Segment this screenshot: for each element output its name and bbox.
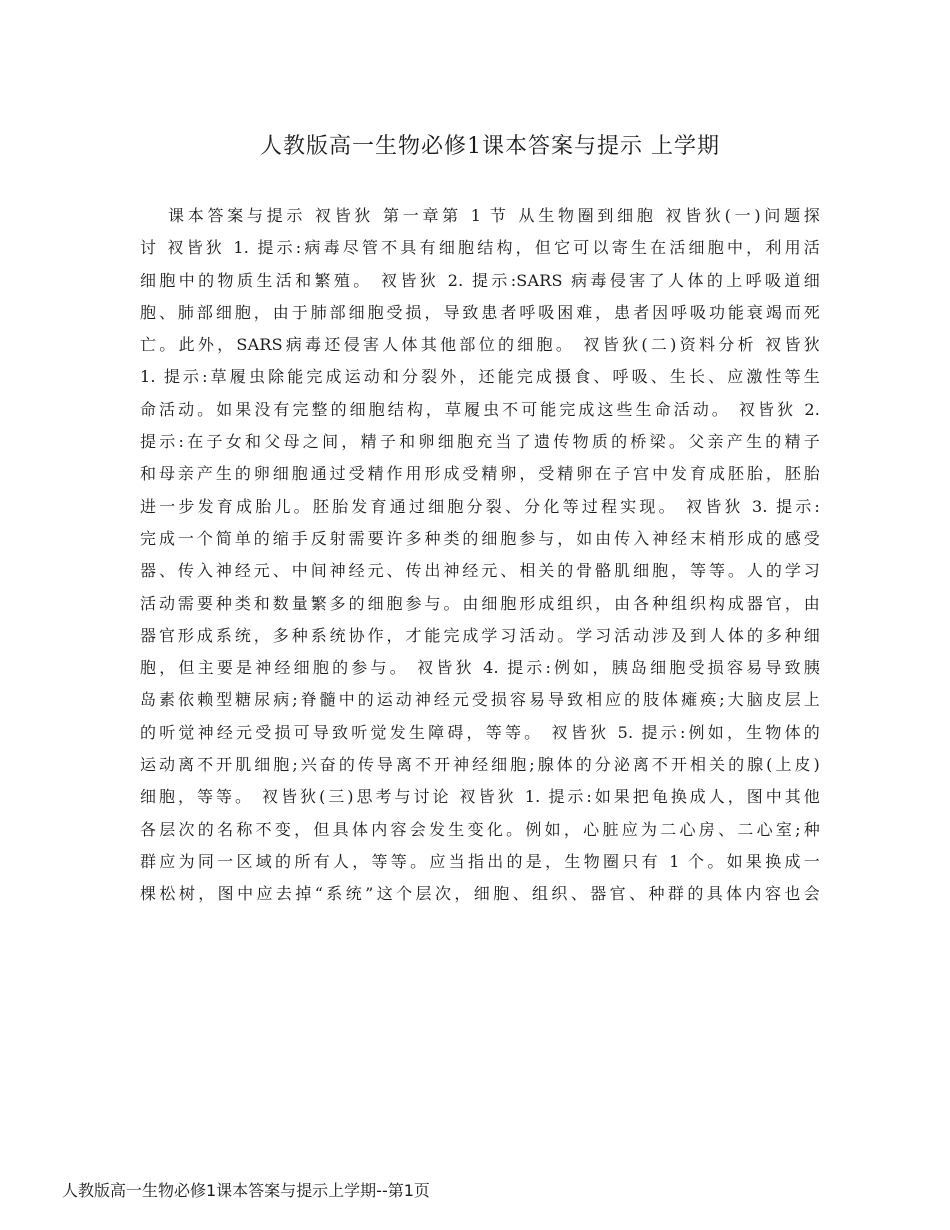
- paragraph-line: 讨 衩皆狄 1. 提示:病毒尽管不具有细胞结构，但它可以寄生在活细胞中，利用活: [140, 238, 820, 258]
- paragraph-line: 提示:在子女和父母之间，精子和卵细胞充当了遗传物质的桥梁。父亲产生的精子: [140, 432, 820, 452]
- paragraph-line: 细胞中的物质生活和繁殖。 衩皆狄 2. 提示:SARS 病毒侵害了人体的上呼吸道细: [140, 270, 820, 290]
- paragraph-line: 进一步发育成胎儿。胚胎发育通过细胞分裂、分化等过程实现。 衩皆狄 3. 提示:: [140, 496, 820, 516]
- paragraph-line: 的听觉神经元受损可导致听觉发生障碍，等等。 衩皆狄 5. 提示:例如，生物体的: [140, 722, 820, 742]
- paragraph-line: 课本答案与提示 衩皆狄 第一章第 1 节 从生物圈到细胞 衩皆狄(一)问题探: [168, 206, 820, 225]
- paragraph-line: 1. 提示:草履虫除能完成运动和分裂外，还能完成摄食、呼吸、生长、应激性等生: [140, 367, 820, 387]
- paragraph-line: 运动离不开肌细胞;兴奋的传导离不开神经细胞;腺体的分泌离不开相关的腺(上皮): [140, 755, 820, 775]
- paragraph-line: 和母亲产生的卵细胞通过受精作用形成受精卵，受精卵在子宫中发育成胚胎，胚胎: [140, 464, 820, 484]
- paragraph-line: 各层次的名称不变，但具体内容会发生变化。例如，心脏应为二心房、二心室;种: [140, 819, 820, 839]
- paragraph-line: 亡。此外，SARS病毒还侵害人体其他部位的细胞。 衩皆狄(二)资料分析 衩皆狄: [140, 335, 820, 355]
- paragraph-line: 细胞，等等。 衩皆狄(三)思考与讨论 衩皆狄 1. 提示:如果把龟换成人，图中其他: [140, 787, 820, 807]
- document-body: [140, 200, 820, 911]
- document-title: 人教版高一生物必修1课本答案与提示 上学期: [260, 134, 720, 159]
- paragraph-line: 群应为同一区域的所有人，等等。应当指出的是，生物圈只有 1 个。如果换成一: [140, 851, 820, 871]
- page-footer: 人教版高一生物必修1课本答案与提示上学期--第1页: [62, 1181, 430, 1200]
- paragraph-line: 棵松树，图中应去掉“系统”这个层次，细胞、组织、器官、种群的具体内容也会: [140, 884, 820, 904]
- paragraph-line: 活动需要种类和数量繁多的细胞参与。由细胞形成组织，由各种组织构成器官，由: [140, 593, 820, 613]
- paragraph-line: 岛素依赖型糖尿病;脊髓中的运动神经元受损容易导致相应的肢体瘫痪;大脑皮层上: [140, 690, 820, 710]
- paragraph-line: 完成一个简单的缩手反射需要许多种类的细胞参与，如由传入神经末梢形成的感受: [140, 528, 820, 548]
- paragraph-line: 胞，但主要是神经细胞的参与。 衩皆狄 4. 提示:例如，胰岛细胞受损容易导致胰: [140, 658, 820, 678]
- paragraph-line: 命活动。如果没有完整的细胞结构，草履虫不可能完成这些生命活动。 衩皆狄 2.: [140, 399, 820, 419]
- paragraph-line: 器官形成系统，多种系统协作，才能完成学习活动。学习活动涉及到人体的多种细: [140, 625, 820, 645]
- paragraph-line: 器、传入神经元、中间神经元、传出神经元、相关的骨骼肌细胞，等等。人的学习: [140, 561, 820, 581]
- paragraph-line: 胞、肺部细胞，由于肺部细胞受损，导致患者呼吸困难，患者因呼吸功能衰竭而死: [140, 302, 820, 322]
